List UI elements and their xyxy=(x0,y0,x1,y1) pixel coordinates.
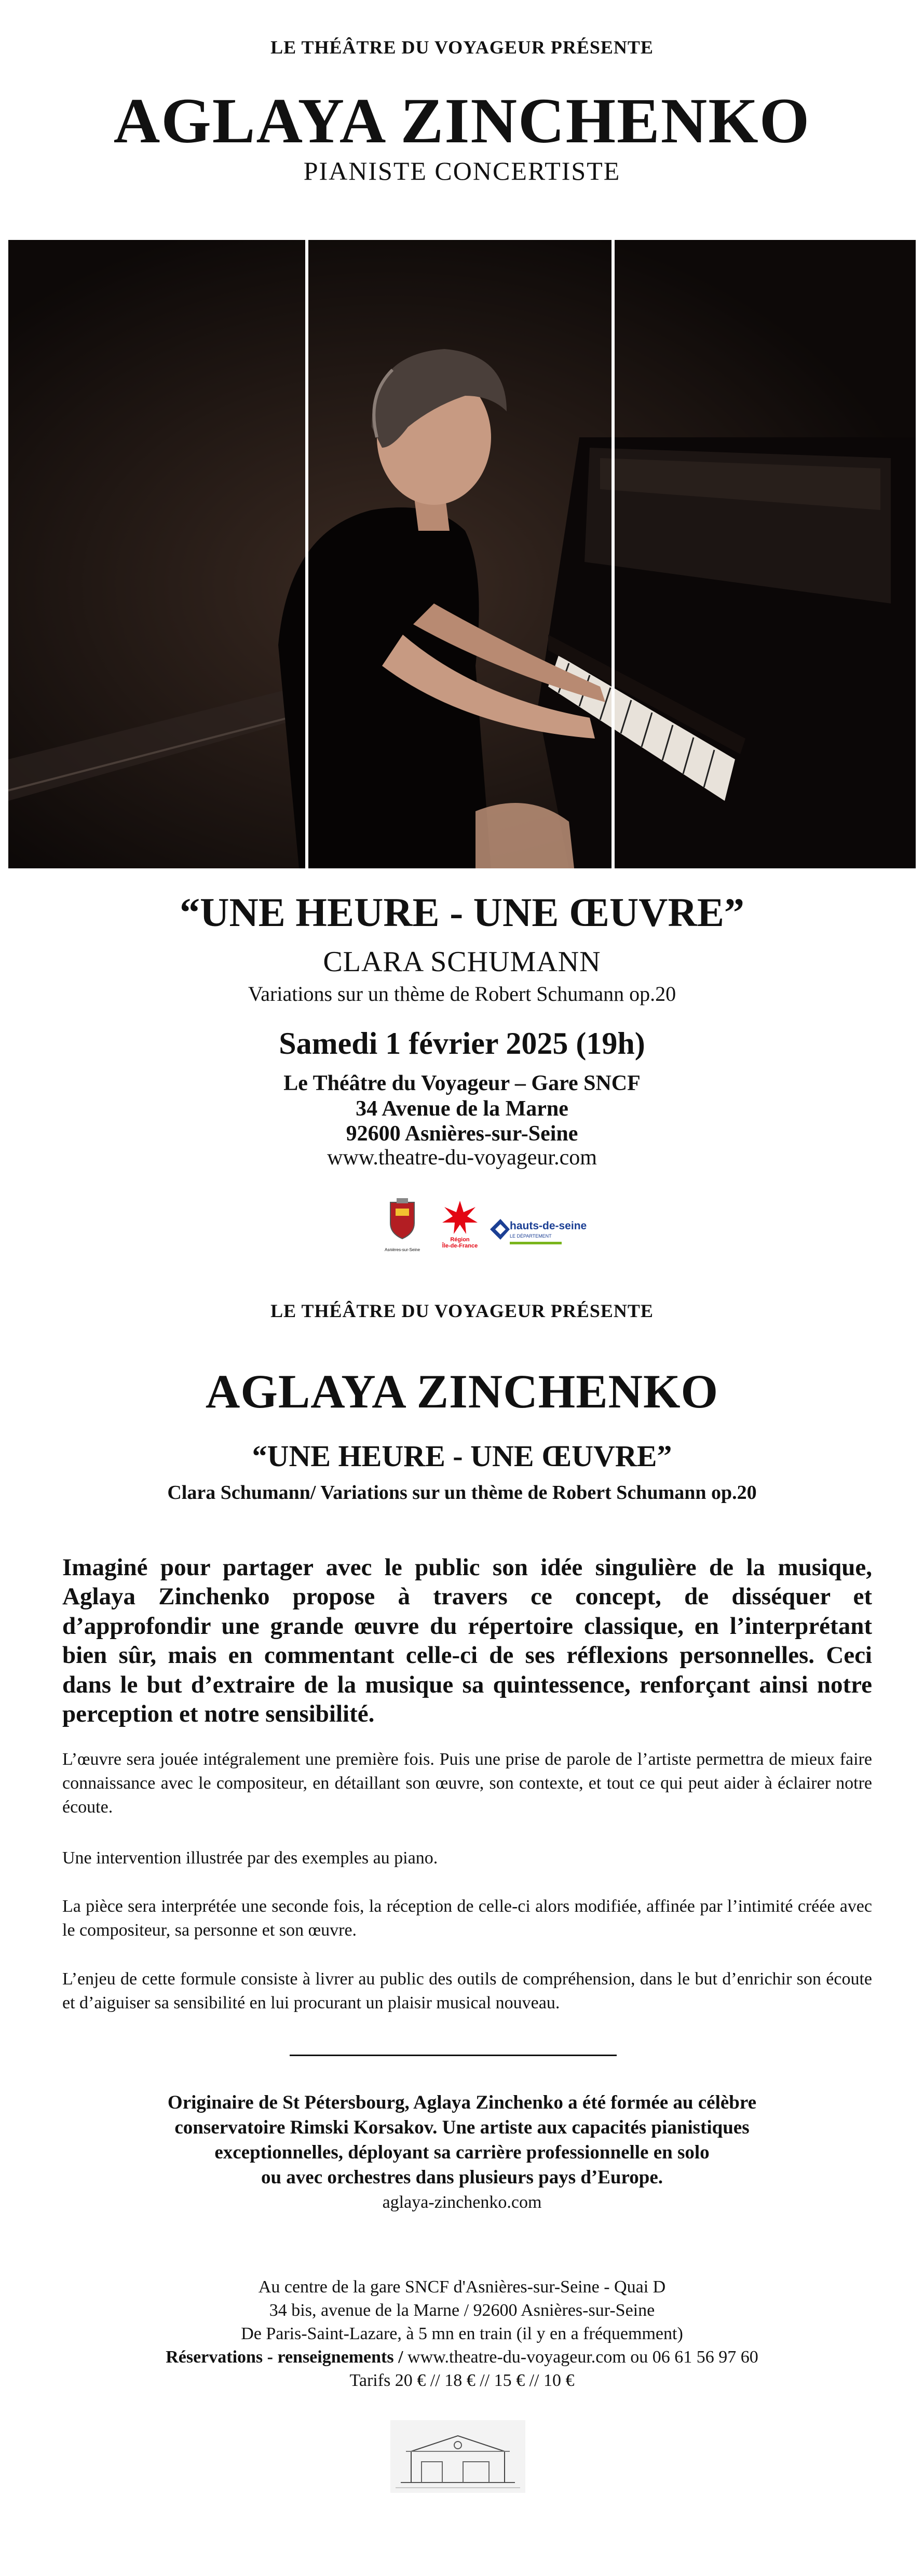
department-logo-sub: LE DÉPARTEMENT xyxy=(510,1233,552,1239)
footer-reservations xyxy=(0,2346,924,2369)
region-logo-line2: Île-de-France xyxy=(442,1243,478,1250)
composer-name: CLARA SCHUMANN xyxy=(323,946,601,978)
artist-role: PIANISTE CONCERTISTE xyxy=(303,156,621,185)
region-logo xyxy=(439,1200,481,1252)
bio-line-3: exceptionnelles, déployant sa carrière professionnelle en solo xyxy=(214,2142,710,2164)
theatre-website-link[interactable]: www.theatre-du-voyageur.com xyxy=(327,1146,597,1170)
bio-line-1: Originaire de St Pétersbourg, Aglaya Zinchenko a été formée au célèbre xyxy=(167,2092,757,2113)
work-line-2: Clara Schumann/ Variations sur un thème de Robert Schumann op.20 xyxy=(167,1482,757,1504)
reservations-label: Réservations - renseignements / xyxy=(166,2347,403,2367)
venue-city: 92600 Asnières-sur-Seine xyxy=(346,1122,578,1146)
artist-website-link[interactable]: aglaya-zinchenko.com xyxy=(382,2193,542,2212)
footer-line-1: Au centre de la gare SNCF d'Asnières-sur-Seine - Quai D xyxy=(258,2277,666,2297)
footer-info xyxy=(0,2276,924,2392)
department-logo xyxy=(489,1218,587,1249)
city-logo xyxy=(384,1197,420,1252)
city-logo-caption: Asnières-sur-Seine xyxy=(384,1247,420,1252)
reservations-contact[interactable]: www.theatre-du-voyageur.com ou 06 61 56 97 60 xyxy=(403,2347,758,2367)
bio-line-2: conservatoire Rimski Korsakov. Une artiste aux capacités pianistiques xyxy=(174,2117,750,2139)
paragraph-2: Une intervention illustrée par des exemples au piano. xyxy=(62,1848,438,1868)
work-title: Variations sur un thème de Robert Schumann op.20 xyxy=(248,982,676,1005)
footer-prices: Tarifs 20 € // 18 € // 15 € // 10 € xyxy=(349,2370,575,2390)
pianist-illustration xyxy=(8,240,916,868)
artist-title-2: AGLAYA ZINCHENKO xyxy=(205,1365,719,1418)
artist-title: AGLAYA ZINCHENKO xyxy=(113,85,811,156)
footer-line-2: 34 bis, avenue de la Marne / 92600 Asnières-sur-Seine xyxy=(269,2300,655,2320)
series-title-2: “UNE HEURE - UNE ŒUVRE” xyxy=(252,1439,672,1473)
venue-street: 34 Avenue de la Marne xyxy=(356,1096,568,1121)
presenter-line: LE THÉÂTRE DU VOYAGEUR PRÉSENTE xyxy=(270,37,654,58)
region-logo-caption xyxy=(439,1237,481,1249)
paragraph-3: La pièce sera interprétée une seconde fois, la réception de celle-ci alors modifiée, affinée par l’intimité créée avec le compositeur, sa personne et son œuvre. xyxy=(62,1897,872,1940)
bio-block xyxy=(0,2090,924,2190)
series-title: “UNE HEURE - UNE ŒUVRE” xyxy=(180,890,744,935)
event-date: Samedi 1 février 2025 (19h) xyxy=(279,1026,645,1061)
department-arrow-icon xyxy=(489,1218,510,1241)
pianist-photo xyxy=(8,240,916,868)
region-logo-line1: Région xyxy=(450,1237,470,1243)
lead-paragraph: Imaginé pour partager avec le public son idée singulière de la musique, Aglaya Zinchenko propose à travers ce concept, de disséquer et d’approfondir une grande œuvre du répertoire classique, en l’interprétant bien sûr, mais en commentant celle-ci de ses réflexions personnelles. Ceci dans le but d’extraire de la musique sa quintessence, renforçant ainsi notre perception et notre sensibilité. xyxy=(62,1554,872,1727)
paragraph-4: L’enjeu de cette formule consiste à livrer au public des outils de compréhension, dans le but d’enrichir son écoute et d’aiguiser sa sensibilité en lui procurant un plaisir musical nouveau. xyxy=(62,1969,872,2013)
paragraph-1: L’œuvre sera jouée intégralement une première fois. Puis une prise de parole de l’artiste permettra de mieux faire connaissance avec le compositeur, en détaillant son œuvre, son contexte, et tout ce qui peut aider à éclairer notre écoute. xyxy=(62,1750,872,1817)
presenter-line-2: LE THÉÂTRE DU VOYAGEUR PRÉSENTE xyxy=(270,1300,654,1321)
section-divider xyxy=(290,2055,617,2056)
venue-address xyxy=(0,1071,924,1147)
station-building-icon xyxy=(390,2420,525,2493)
department-logo-name: hauts-de-seine xyxy=(510,1220,587,1232)
station-sketch xyxy=(390,2420,525,2493)
venue-name: Le Théâtre du Voyageur – Gare SNCF xyxy=(283,1071,641,1095)
region-star-icon xyxy=(439,1200,481,1234)
city-crest-icon xyxy=(384,1197,420,1249)
department-logo-bar xyxy=(510,1242,562,1244)
footer-line-3: De Paris-Saint-Lazare, à 5 mn en train (il y en a fréquemment) xyxy=(241,2324,683,2343)
bio-line-4: ou avec orchestres dans plusieurs pays d’Europe. xyxy=(261,2167,663,2189)
